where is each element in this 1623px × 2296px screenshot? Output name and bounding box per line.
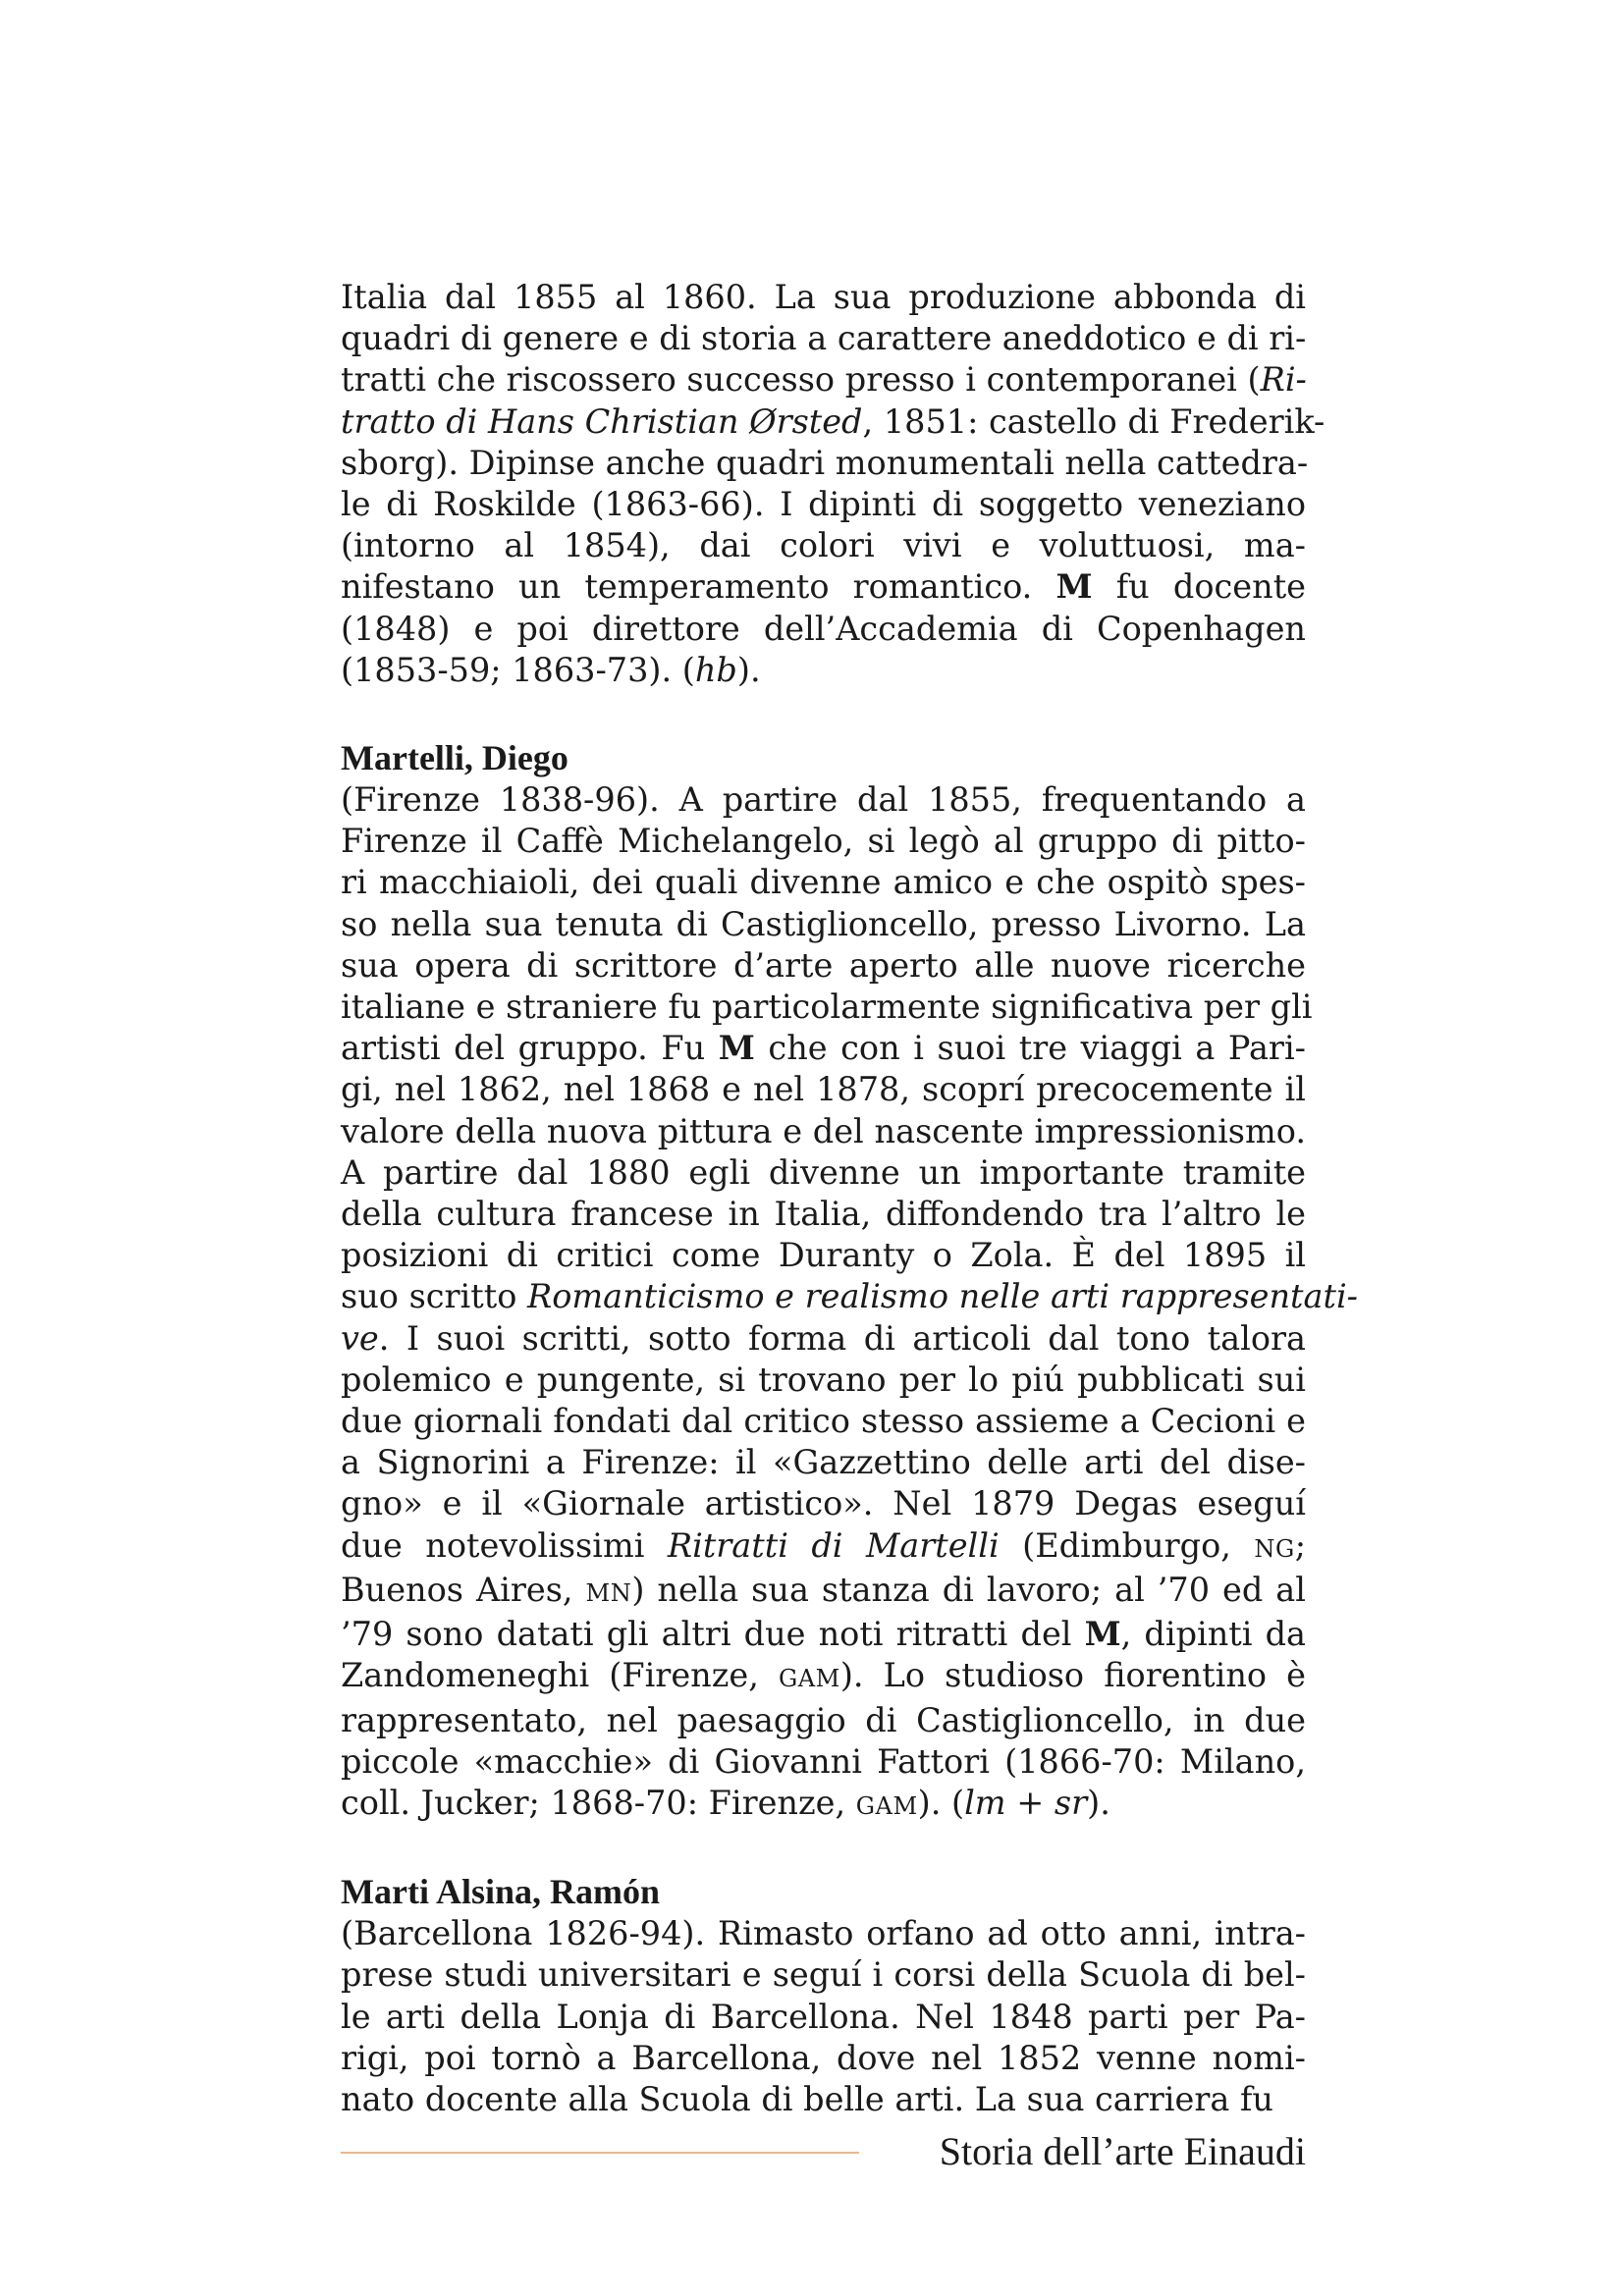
text-line xyxy=(341,1741,1306,1783)
text-segment: quadri di genere e di storia a carattere aneddotico e di ri- xyxy=(341,319,1307,358)
small-caps-text: MN xyxy=(585,1578,632,1607)
text-line xyxy=(341,1655,1306,1699)
text-segment: (1848) e poi direttore dell’Accademia di Copenhagen xyxy=(341,609,1306,648)
page-body xyxy=(341,277,1358,2120)
text-segment: piccole «macchie» di Giovanni Fattori (1866-70: Milano, xyxy=(341,1741,1306,1781)
text-segment: Buenos Aires, xyxy=(341,1570,586,1609)
text-segment: ). ( xyxy=(917,1783,965,1822)
text-segment: le arti della Lonja di Barcellona. Nel 1848 parti per Pa- xyxy=(341,1997,1306,2036)
italic-text: Ritratti di Martelli xyxy=(667,1525,1000,1565)
text-segment: ). Lo studioso fiorentino è xyxy=(839,1656,1307,1695)
small-caps-text: GAM xyxy=(778,1665,840,1693)
text-segment: nato docente alla Scuola di belle arti. La sua carriera fu xyxy=(341,2079,1273,2118)
text-line xyxy=(341,359,1306,400)
text-line xyxy=(341,862,1306,903)
text-line xyxy=(341,1318,1306,1360)
text-segment: so nella sua tenuta di Castiglioncello, presso Livorno. La xyxy=(341,904,1306,943)
text-segment: gno» e il «Giornale artistico». Nel 1879 Degas eseguí xyxy=(341,1484,1306,1523)
text-line xyxy=(341,2079,1306,2120)
text-segment: sborg). Dipinse anche quadri monumentali nella cattedra- xyxy=(341,443,1309,482)
text-segment: coll. Jucker; 1868-70: Firenze, xyxy=(341,1783,856,1822)
text-line xyxy=(341,566,1306,608)
text-line xyxy=(341,1997,1306,2038)
text-segment: rigi, poi tornò a Barcellona, dove nel 1852 venne nomi- xyxy=(341,2038,1306,2077)
text-segment: . I suoi scritti, sotto forma di articoli dal tono talora xyxy=(378,1318,1306,1358)
text-segment: prese studi universitari e seguí i corsi della Scuola di bel- xyxy=(341,1955,1306,1995)
text-line xyxy=(341,1913,1306,1954)
text-line xyxy=(341,1570,1306,1614)
text-segment: a Signorini a Firenze: il «Gazzettino delle arti del dise- xyxy=(341,1443,1306,1482)
text-segment: gi, nel 1862, nel 1868 e nel 1878, scoprí precocemente il xyxy=(341,1070,1306,1109)
text-segment: (Barcellona 1826-94). Rimasto orfano ad otto anni, intra- xyxy=(341,1914,1306,1953)
text-segment: due notevolissimi xyxy=(341,1525,668,1565)
text-line xyxy=(341,443,1309,484)
bold-text: M xyxy=(1084,1615,1121,1654)
text-line xyxy=(341,1700,1306,1741)
small-caps-text: NG xyxy=(1254,1534,1295,1563)
italic-text: tratto di Hans Christian Ørsted xyxy=(341,401,863,441)
entry-text xyxy=(341,1913,1306,2120)
text-segment: (1853-59; 1863-73). ( xyxy=(341,650,695,689)
text-segment: valore della nuova pittura e del nascente impressionismo. xyxy=(341,1111,1306,1150)
text-segment: Zandomeneghi (Firenze, xyxy=(341,1656,779,1695)
text-segment: artisti del gruppo. Fu xyxy=(341,1029,719,1068)
text-line xyxy=(341,904,1306,945)
text-segment: della cultura francese in Italia, diffondendo tra l’altro le xyxy=(341,1195,1306,1234)
page-footer xyxy=(341,2128,1306,2175)
entry-heading: Marti Alsina, Ramón xyxy=(341,1872,661,1912)
text-line xyxy=(341,1360,1306,1401)
text-segment: rappresentato, nel paesaggio di Castiglioncello, in due xyxy=(341,1700,1306,1739)
text-segment: le di Roskilde (1863-66). I dipinti di soggetto veneziano xyxy=(341,485,1306,524)
entry-marti-alsina xyxy=(341,1870,1306,2120)
text-segment: A partire dal 1880 egli divenne un importante tramite xyxy=(341,1152,1306,1192)
text-line xyxy=(341,779,1306,821)
entry-heading: Martelli, Diego xyxy=(341,738,568,778)
text-line xyxy=(341,1028,1306,1069)
text-line xyxy=(341,401,1325,443)
text-line xyxy=(341,1954,1306,1996)
entry-text xyxy=(341,779,1358,1827)
text-line xyxy=(341,1483,1306,1524)
footer-rule xyxy=(341,2152,859,2154)
text-line xyxy=(341,1194,1306,1235)
italic-text: ve xyxy=(341,1318,379,1358)
text-segment: , dipinti da xyxy=(1120,1615,1306,1654)
text-line xyxy=(341,987,1313,1028)
text-segment: sua opera di scrittore d’arte aperto alle nuove ricerche xyxy=(341,945,1306,985)
text-segment: polemico e pungente, si trovano per lo piú pubblicati sui xyxy=(341,1360,1306,1399)
entry-text xyxy=(341,277,1325,691)
text-segment: fu docente xyxy=(1092,567,1306,607)
text-line xyxy=(341,525,1306,566)
text-segment: che con i suoi tre viaggi a Pari- xyxy=(754,1029,1306,1068)
text-segment: (Edimburgo, xyxy=(999,1525,1255,1565)
text-segment: (Firenze 1838-96). A partire dal 1855, frequentando a xyxy=(341,780,1306,820)
text-segment: due giornali fondati dal critico stesso assieme a Cecioni e xyxy=(341,1402,1306,1441)
text-line xyxy=(341,1401,1306,1442)
text-line xyxy=(341,2038,1306,2079)
text-line xyxy=(341,1276,1358,1317)
text-line xyxy=(341,1442,1306,1483)
entry-martelli xyxy=(341,736,1358,1827)
text-line xyxy=(341,650,1306,691)
text-segment: ). xyxy=(736,650,761,689)
text-line xyxy=(341,1783,1306,1827)
text-line xyxy=(341,1614,1306,1655)
text-line xyxy=(341,318,1306,359)
text-segment: ; xyxy=(1294,1525,1307,1565)
text-segment: ). xyxy=(1087,1783,1110,1822)
text-line xyxy=(341,1525,1306,1570)
text-line xyxy=(341,1152,1306,1194)
text-segment: , 1851: castello di Frederik- xyxy=(862,401,1325,441)
text-segment: ) nella sua stanza di lavoro; al ’70 ed al xyxy=(631,1570,1306,1609)
text-segment: tratti che riscossero successo presso i contemporanei ( xyxy=(341,360,1261,400)
text-segment: italiane e straniere fu particolarmente significativa per gli xyxy=(341,988,1313,1027)
text-line xyxy=(341,1235,1306,1276)
text-segment: nifestano un temperamento romantico. xyxy=(341,567,1056,607)
text-segment: posizioni di critici come Duranty o Zola. È del 1895 il xyxy=(341,1236,1306,1275)
italic-text: hb xyxy=(694,650,737,689)
text-line xyxy=(341,945,1306,987)
bold-text: M xyxy=(718,1029,755,1068)
text-line xyxy=(341,1111,1306,1152)
text-segment: ri macchiaioli, dei quali divenne amico e che ospitò spes- xyxy=(341,863,1306,902)
text-line xyxy=(341,821,1306,862)
text-segment: suo scritto xyxy=(341,1277,528,1316)
text-line xyxy=(341,609,1306,650)
text-segment: ’79 sono datati gli altri due noti ritratti del xyxy=(341,1615,1085,1654)
bold-text: M xyxy=(1055,567,1093,607)
text-segment: (intorno al 1854), dai colori vivi e voluttuosi, ma- xyxy=(341,526,1306,565)
text-line xyxy=(341,1069,1306,1110)
text-line xyxy=(341,277,1306,318)
footer-title: Storia dell’arte Einaudi xyxy=(939,2129,1306,2173)
entry-continuation xyxy=(341,277,1325,691)
text-segment: Italia dal 1855 al 1860. La sua produzione abbonda di xyxy=(341,278,1306,316)
italic-text: lm + sr xyxy=(964,1783,1088,1822)
text-line xyxy=(341,484,1306,525)
small-caps-text: GAM xyxy=(855,1791,918,1820)
italic-text: Romanticismo e realismo nelle arti rappresentati- xyxy=(527,1277,1358,1316)
italic-text: Ri- xyxy=(1260,360,1307,400)
text-segment: Firenze il Caffè Michelangelo, si legò al gruppo di pitto- xyxy=(341,822,1306,861)
